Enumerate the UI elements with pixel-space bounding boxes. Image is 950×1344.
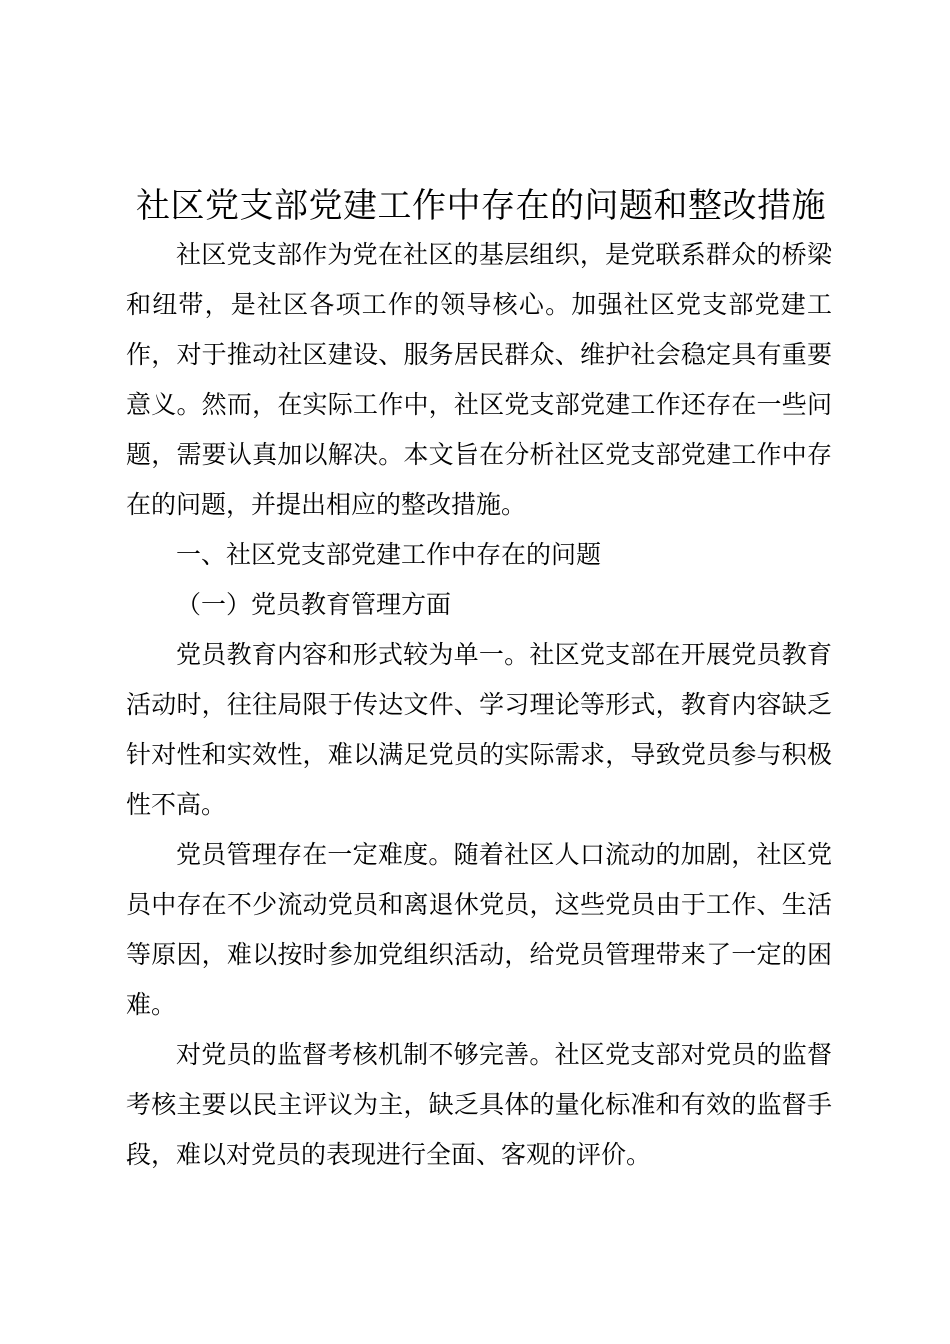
document-title: 社区党支部党建工作中存在的问题和整改措施 bbox=[136, 186, 826, 226]
document-body bbox=[126, 230, 832, 1180]
body-paragraph: 党员教育内容和形式较为单一。社区党支部在开展党员教育活动时，往往局限于传达文件、学习理论等形式，教育内容缺乏针对性和实效性，难以满足党员的实际需求，导致党员参与积极性不高。 bbox=[126, 640, 832, 819]
body-paragraph: 党员管理存在一定难度。随着社区人口流动的加剧，社区党员中存在不少流动党员和离退休党员，这些党员由于工作、生活等原因，难以按时参加党组织活动，给党员管理带来了一定的困难。 bbox=[126, 840, 832, 1019]
section-heading: 一、社区党支部党建工作中存在的问题 bbox=[176, 540, 602, 569]
subsection-heading: （一）党员教育管理方面 bbox=[176, 590, 452, 619]
body-paragraph: 对党员的监督考核机制不够完善。社区党支部对党员的监督考核主要以民主评议为主，缺乏具体的量化标准和有效的监督手段，难以对党员的表现进行全面、客观的评价。 bbox=[126, 1040, 832, 1169]
intro-paragraph: 社区党支部作为党在社区的基层组织，是党联系群众的桥梁和纽带，是社区各项工作的领导核心。加强社区党支部党建工作，对于推动社区建设、服务居民群众、维护社会稳定具有重要意义。然而，在实际工作中，社区党支部党建工作还存在一些问题，需要认真加以解决。本文旨在分析社区党支部党建工作中存在的问题，并提出相应的整改措施。 bbox=[126, 240, 832, 519]
